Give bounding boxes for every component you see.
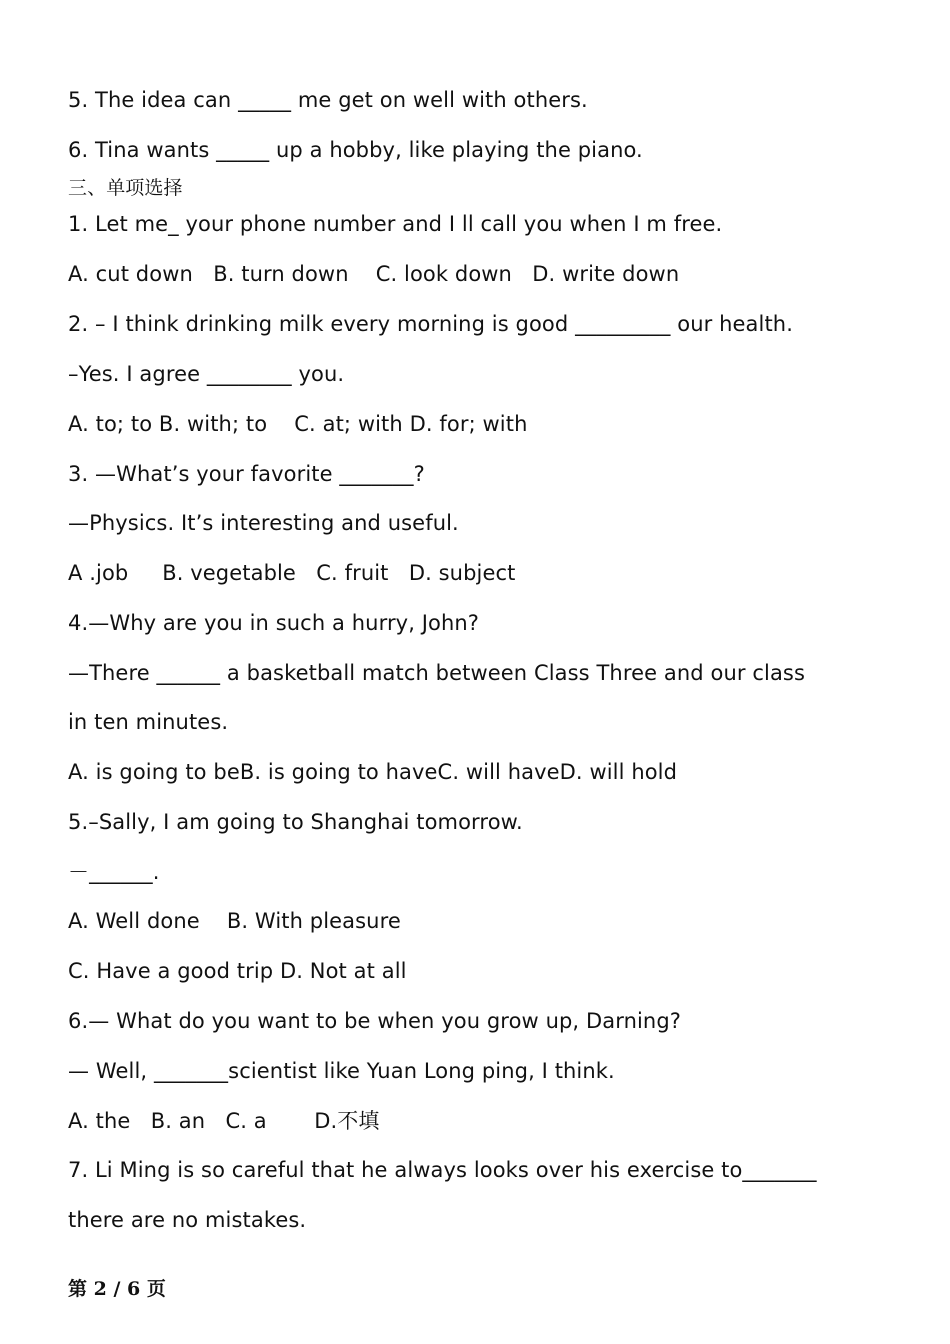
question-2-options: A. to; to B. with; to C. at; with D. for; with bbox=[68, 412, 528, 436]
question-5-options-cd: C. Have a good trip D. Not at all bbox=[68, 959, 407, 983]
question-4-reply-cont: in ten minutes. bbox=[68, 710, 229, 734]
question-6-text: 6.— What do you want to be when you grow up, Darning? bbox=[68, 1009, 681, 1033]
section-heading: 三、单项选择 bbox=[68, 177, 183, 199]
question-5-options-ab: A. Well done B. With pleasure bbox=[68, 909, 401, 933]
question-7-text: 7. Li Ming is so careful that he always looks over his exercise to_______ bbox=[68, 1158, 817, 1182]
question-1-text: 1. Let me_ your phone number and I ll call you when I m free. bbox=[68, 212, 723, 236]
page-number-footer: 第 2 / 6 页 bbox=[68, 1278, 166, 1300]
question-5-text: 5.–Sally, I am going to Shanghai tomorrow. bbox=[68, 810, 523, 834]
question-7-text-cont: there are no mistakes. bbox=[68, 1208, 307, 1232]
question-1-options: A. cut down B. turn down C. look down D. write down bbox=[68, 262, 680, 286]
fill-blank-question-5: 5. The idea can _____ me get on well with others. bbox=[68, 88, 588, 112]
question-3-text: 3. —What’s your favorite _______? bbox=[68, 462, 425, 486]
question-5-reply: －______. bbox=[68, 860, 160, 884]
question-6-options: A. the B. an C. a D.不填 bbox=[68, 1109, 380, 1133]
question-4-options: A. is going to beB. is going to haveC. will haveD. will hold bbox=[68, 760, 678, 784]
question-4-text: 4.—Why are you in such a hurry, John? bbox=[68, 611, 480, 635]
fill-blank-question-6: 6. Tina wants _____ up a hobby, like playing the piano. bbox=[68, 138, 643, 162]
question-6-reply: — Well, _______scientist like Yuan Long ping, I think. bbox=[68, 1059, 615, 1083]
question-3-options: A .job B. vegetable C. fruit D. subject bbox=[68, 561, 516, 585]
question-2-reply: –Yes. I agree ________ you. bbox=[68, 362, 345, 386]
question-4-reply: —There ______ a basketball match between Class Three and our class bbox=[68, 661, 805, 685]
question-3-reply: —Physics. It’s interesting and useful. bbox=[68, 511, 459, 535]
question-2-text: 2. – I think drinking milk every morning is good _________ our health. bbox=[68, 312, 793, 336]
